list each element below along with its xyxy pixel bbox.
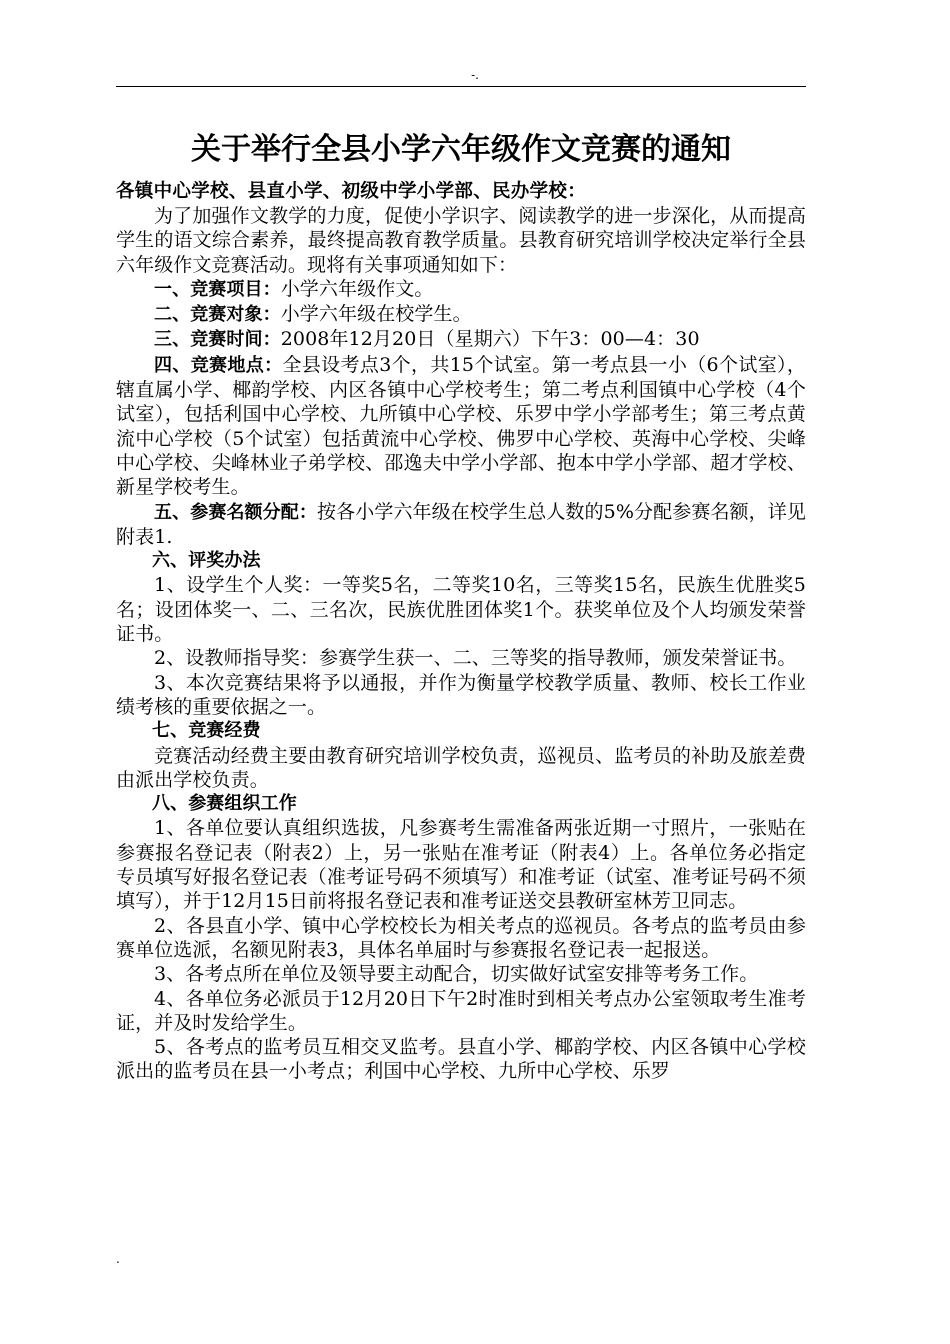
section-8-item-5: 5、各考点的监考员互相交叉监考。县直小学、椰韵学校、内区各镇中心学校派出的监考员在县一小考点；利国中心学校、九所中心学校、乐罗 [116,1036,806,1083]
section-8-item-1: 1、各单位要认真组织选拔，凡参赛考生需准备两张近期一寸照片，一张贴在参赛报名登记表（附表2）上，另一张贴在准考证（附表4）上。各单位务必指定专员填写好报名登记表（准考证号码不须填写）和准考证（试室、准考证号码不须填写），并于12月15日前将报名登记表和准考证送交县教研室林芳卫同志。 [116,817,806,913]
section-6-item-1: 1、设学生个人奖：一等奖5名，二等奖10名，三等奖15名，民族生优胜奖5名；设团体奖一、二、三名次，民族优胜团体奖1个。获奖单位及个人均颁发荣誉证书。 [116,574,806,646]
section-8-item-4: 4、各单位务必派员于12月20日下午2时准时到相关考点办公室领取考生准考证，并及时发给学生。 [116,987,806,1034]
section-2-label: 二、竞赛对象： [154,304,281,326]
section-5-label: 五、参赛名额分配： [154,501,317,523]
header-rule [116,86,806,87]
section-1-text: 小学六年级作文。 [280,277,434,300]
section-3 [116,327,806,352]
section-1 [116,277,806,302]
section-5 [116,500,806,550]
section-5-text: 按各小学六年级在校学生总人数的5%分配参赛名额，详见附表1. [116,500,806,548]
document-body [116,128,806,1084]
page-footer-mark: . [116,1252,120,1266]
section-1-label: 一、竞赛项目： [154,278,281,300]
section-4-label: 四、竞赛地点： [154,354,283,376]
section-8-item-3: 3、各考点所在单位及领导要主动配合，切实做好试室安排等考务工作。 [154,963,759,986]
salutation: 各镇中心学校、县直小学、初级中学小学部、民办学校： [116,181,587,202]
intro-paragraph: 为了加强作文教学的力度，促使小学识字、阅读教学的进一步深化，从而提高学生的语文综合素养，最终提高教育教学质量。县教育研究培训学校决定举行全县六年级作文竞赛活动。现将有关事项通知如下： [116,205,806,276]
section-2-text: 小学六年级在校学生。 [280,303,472,326]
section-7-heading: 七、竞赛经费 [152,720,261,742]
section-3-text: 2008年12月20日（星期六）下午3：00—4：30 [280,328,700,351]
section-4 [116,353,806,500]
section-3-label: 三、竞赛时间： [154,329,281,351]
section-8-item-2: 2、各县直小学、镇中心学校校长为相关考点的巡视员。各考点的监考员由参赛单位选派，名额见附表3，具体名单届时与参赛报名登记表一起报送。 [116,914,806,961]
section-6-item-3: 3、本次竞赛结果将予以通报，并作为衡量学校教学质量、教师、校长工作业绩考核的重要依据之一。 [116,671,806,718]
page-header-mark: -. [471,68,479,82]
section-6-heading: 六、评奖办法 [152,550,261,572]
section-6-item-2: 2、设教师指导奖：参赛学生获一、二、三等奖的指导教师，颁发荣誉证书。 [154,647,797,670]
section-7-paragraph: 竞赛活动经费主要由教育研究培训学校负责，巡视员、监考员的补助及旅差费由派出学校负责。 [116,744,806,791]
document-title: 关于举行全县小学六年级作文竞赛的通知 [191,132,731,167]
section-4-text: 全县设考点3个，共15个试室。第一考点县一小（6个试室），辖直属小学、椰韵学校、内区各镇中心学校考生；第二考点利国镇中心学校（4个试室），包括利国中心学校、九所镇中心学校、乐罗中学小学部考生；第三考点黄流中心学校（5个试室）包括黄流中心学校、佛罗中心学校、英海中心学校、尖峰中心学校、尖峰林业子弟学校、邵逸夫中学小学部、抱本中学小学部、超才学校、新星学校考生。 [116,353,806,499]
section-2 [116,302,806,327]
section-8-heading: 八、参赛组织工作 [152,793,297,815]
